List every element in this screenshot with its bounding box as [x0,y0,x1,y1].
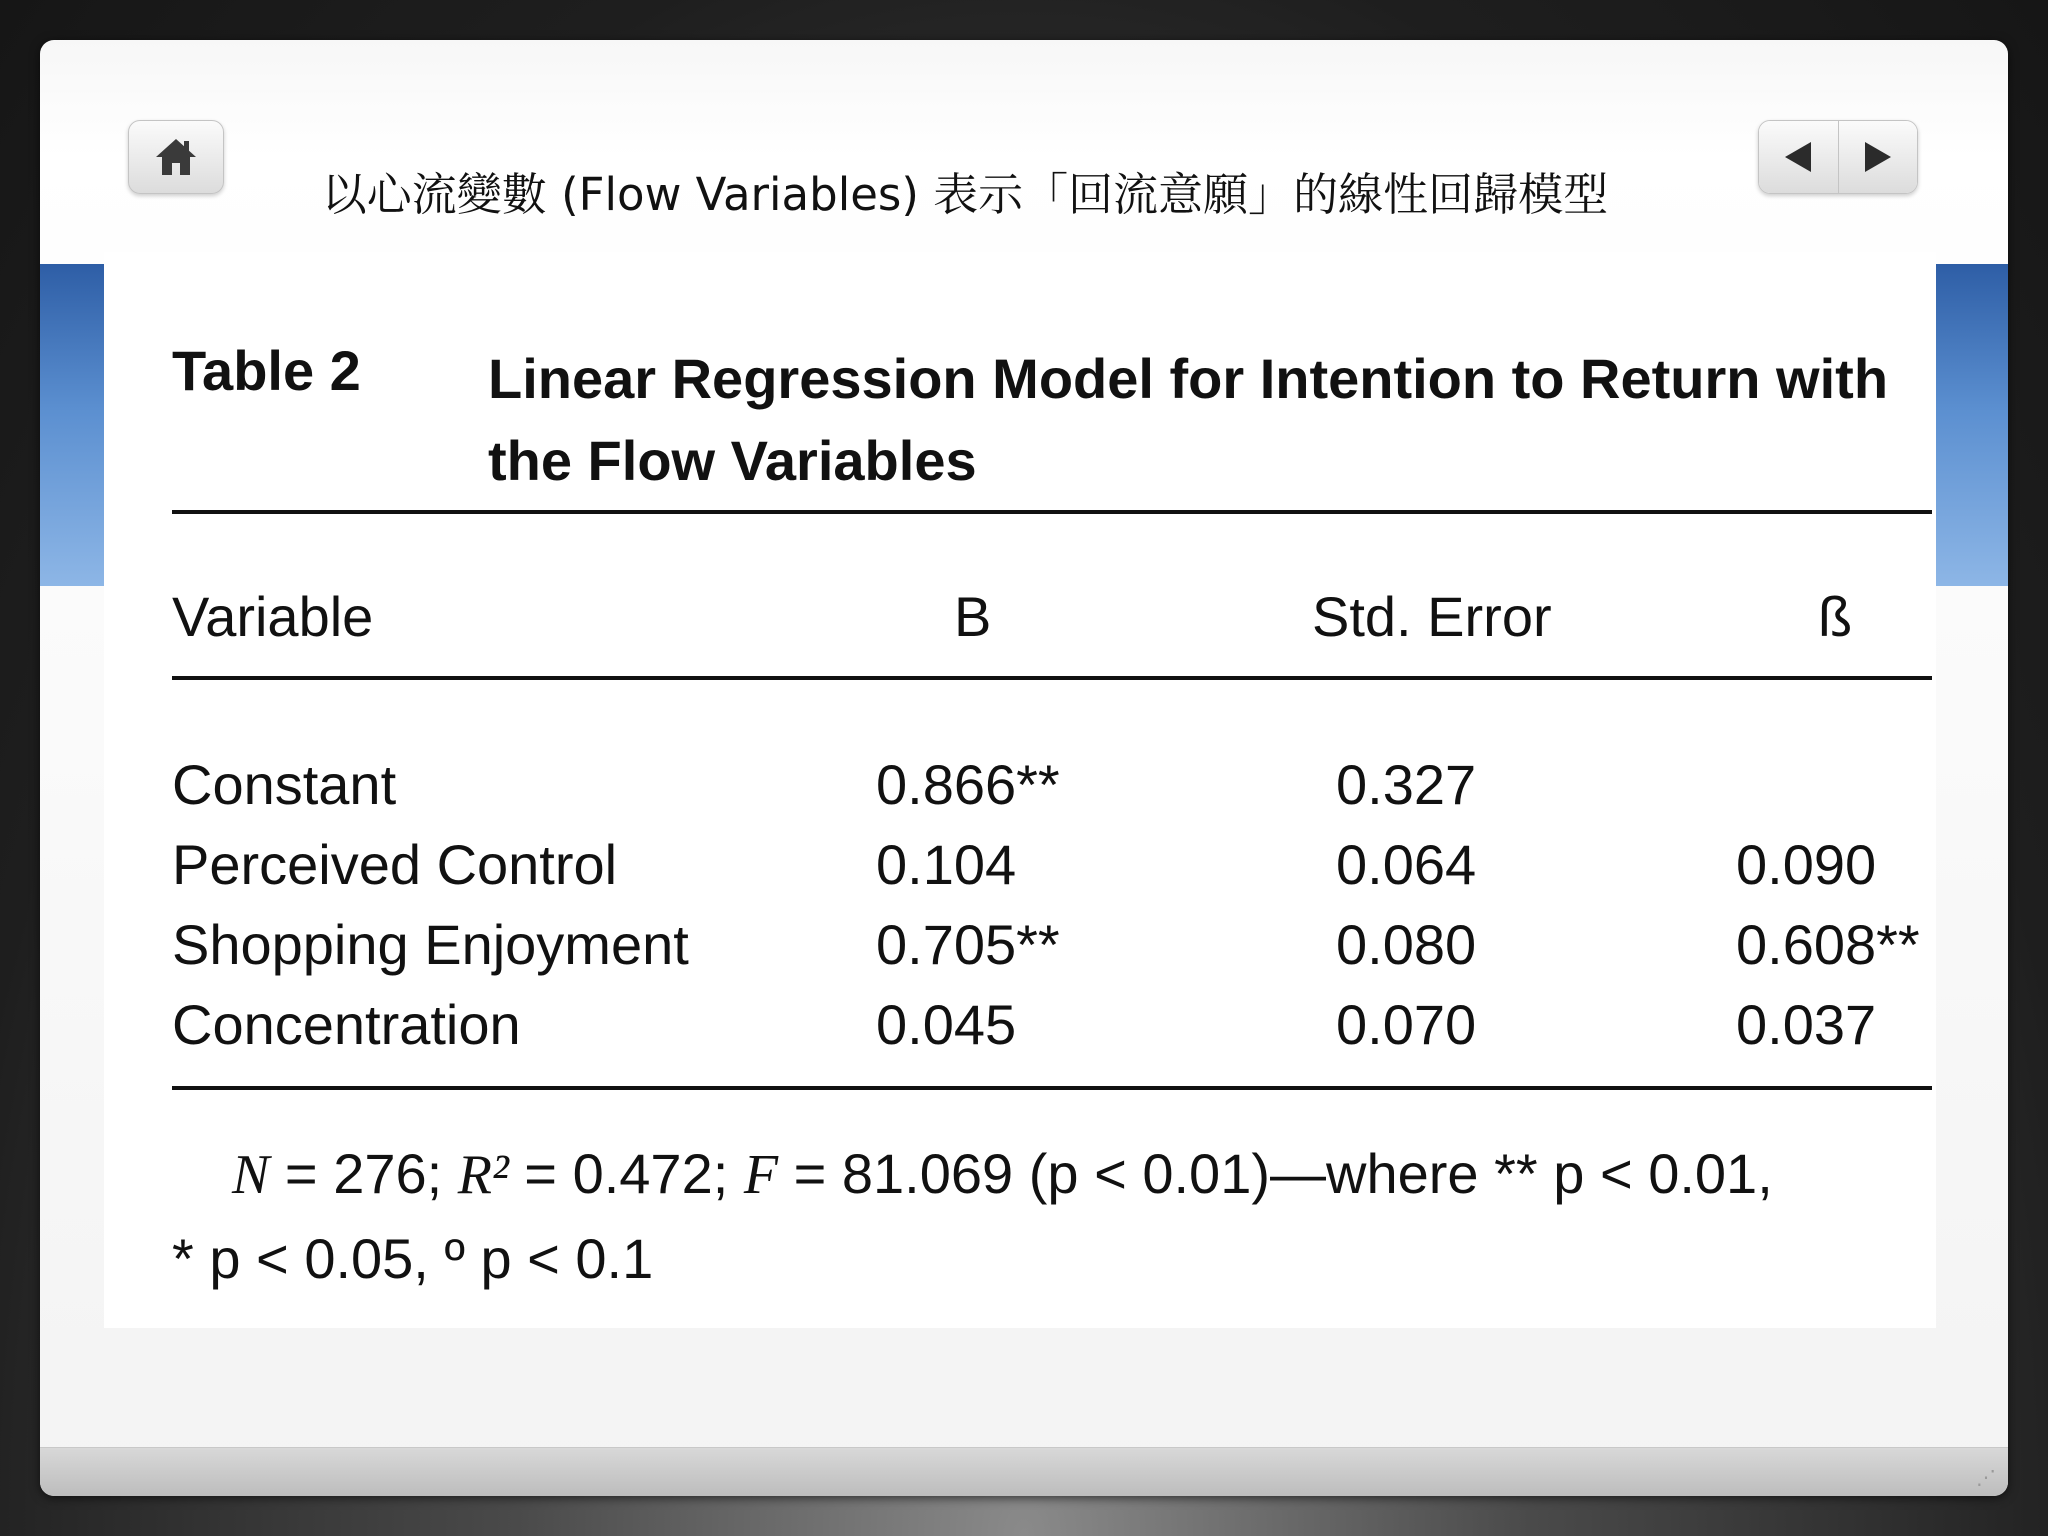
note-r-value: 0.472 [572,1142,713,1205]
row-constant-variable: Constant [172,753,397,816]
note-sig2: * p < 0.05, [172,1227,429,1290]
row-shopping-enjoyment-se: 0.080 [1336,913,1477,976]
slide [40,40,2008,1496]
row-concentration-se: 0.070 [1336,993,1477,1056]
slide-title: 以心流變數 (Flow Variables) 表示「回流意願」的線性回歸模型 [321,168,1609,221]
row-perceived-control-b: 0.104 [876,833,1017,896]
bottom-rule [172,1086,1932,1090]
row-perceived-control-beta: 0.090 [1736,833,1877,896]
table-panel [104,252,1936,1328]
row-perceived-control-variable: Perceived Control [172,833,618,896]
table-label: Table 2 [172,339,361,402]
table-caption: Linear Regression Model for Intention to Return with the Flow Variables [488,347,1889,492]
triangle-right-icon [1863,140,1893,174]
note-n-label: N [232,1144,270,1206]
note-f-p: (p < 0.01) [1028,1142,1270,1205]
note-where: —where [1270,1142,1479,1205]
previous-slide-button[interactable] [1759,121,1838,193]
row-shopping-enjoyment-b: 0.705** [876,913,1060,976]
row-concentration-variable: Concentration [172,993,521,1056]
row-constant-se: 0.327 [1336,753,1477,816]
footer-bar [40,1447,2008,1496]
note-f-value: 81.069 [841,1142,1014,1205]
note-n-value: 276 [333,1142,427,1205]
column-header-std-error: Std. Error [1312,585,1552,648]
row-concentration-beta: 0.037 [1736,993,1877,1056]
nav-buttons [1758,120,1918,194]
note-r-label: R² [457,1144,509,1206]
next-slide-button[interactable] [1838,121,1918,193]
row-shopping-enjoyment-beta: 0.608** [1736,913,1920,976]
note-sig1: ** p < 0.01, [1494,1142,1773,1205]
resize-grip-icon[interactable]: ⋰ [1976,1467,1996,1489]
row-concentration-b: 0.045 [876,993,1017,1056]
column-header-b: B [954,585,992,648]
column-header-variable: Variable [172,585,374,648]
column-header-beta: ß [1818,585,1853,648]
row-shopping-enjoyment-variable: Shopping Enjoyment [172,913,689,976]
triangle-left-icon [1783,140,1813,174]
top-rule [172,510,1932,514]
header-rule [172,676,1932,680]
note-f-label: F [743,1144,779,1206]
row-perceived-control-se: 0.064 [1336,833,1477,896]
table-note: N = 276; R² = 0.472; F = 81.069 (p < 0.01)—where ** p < 0.01, * p < 0.05, º p < 0.1 [172,1142,1773,1290]
note-sig3: º p < 0.1 [444,1227,654,1290]
row-constant-b: 0.866** [876,753,1060,816]
